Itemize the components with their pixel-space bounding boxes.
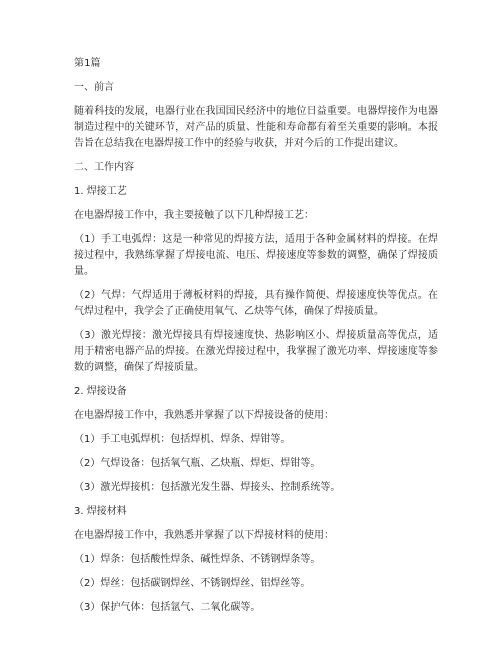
subsection-intro: 在电器焊接工作中，我熟悉并掌握了以下焊接材料的使用： [74, 530, 334, 541]
list-item: （2）气焊：气焊适用于薄板材料的焊接，具有操作简便、焊接速度快等优点。在气焊过程中，我学会了正确使用氧气、乙炔等气体，确保了焊接质量。 [74, 290, 438, 317]
intro-paragraph: 随着科技的发展，电器行业在我国国民经济中的地位日益重要。电器焊接作为电器制造过程中的关键环节，对产品的质量、性能和寿命都有着至关重要的影响。本报告旨在总结我在电器焊接工作中的经验与收获，并对今后的工作提出建议。 [74, 106, 438, 149]
list-item: （3）保护气体：包括氩气、二氧化碳等。 [74, 602, 261, 613]
list-item: （3）激光焊接：激光焊接具有焊接速度快、热影响区小、焊接质量高等优点，适用于精密电器产品的焊接。在激光焊接过程中，我掌握了激光功率、焊接速度等参数的调整，确保了焊接质量。 [74, 330, 438, 373]
list-item: （3）激光焊接机：包括激光发生器、焊接头、控制系统等。 [74, 482, 341, 493]
subsection-intro: 在电器焊接工作中，我熟悉并掌握了以下焊接设备的使用： [74, 410, 334, 421]
list-item: （1）手工电弧焊：这是一种常见的焊接方法，适用于各种金属材料的焊接。在焊接过程中，我熟练掌握了焊接电流、电压、焊接速度等参数的调整，确保了焊接质量。 [74, 234, 438, 277]
list-item: （1）焊条：包括酸性焊条、碱性焊条、不锈钢焊条等。 [74, 554, 321, 565]
section-title-work-content: 二、工作内容 [74, 162, 134, 173]
subsection-title-welding-process: 1. 焊接工艺 [74, 186, 127, 197]
subsection-title-welding-equipment: 2. 焊接设备 [74, 386, 127, 397]
list-item: （2）气焊设备：包括氧气瓶、乙炔瓶、焊炬、焊钳等。 [74, 458, 321, 469]
list-item: （2）焊丝：包括碳钢焊丝、不锈钢焊丝、铝焊丝等。 [74, 578, 311, 589]
subsection-title-welding-materials: 3. 焊接材料 [74, 506, 127, 517]
page-label: 第1篇 [74, 58, 101, 69]
subsection-intro: 在电器焊接工作中，我主要接触了以下几种焊接工艺： [74, 210, 314, 221]
document-body [74, 56, 438, 616]
list-item: （1）手工电弧焊机：包括焊机、焊条、焊钳等。 [74, 434, 291, 445]
section-title-preface: 一、前言 [74, 82, 114, 93]
